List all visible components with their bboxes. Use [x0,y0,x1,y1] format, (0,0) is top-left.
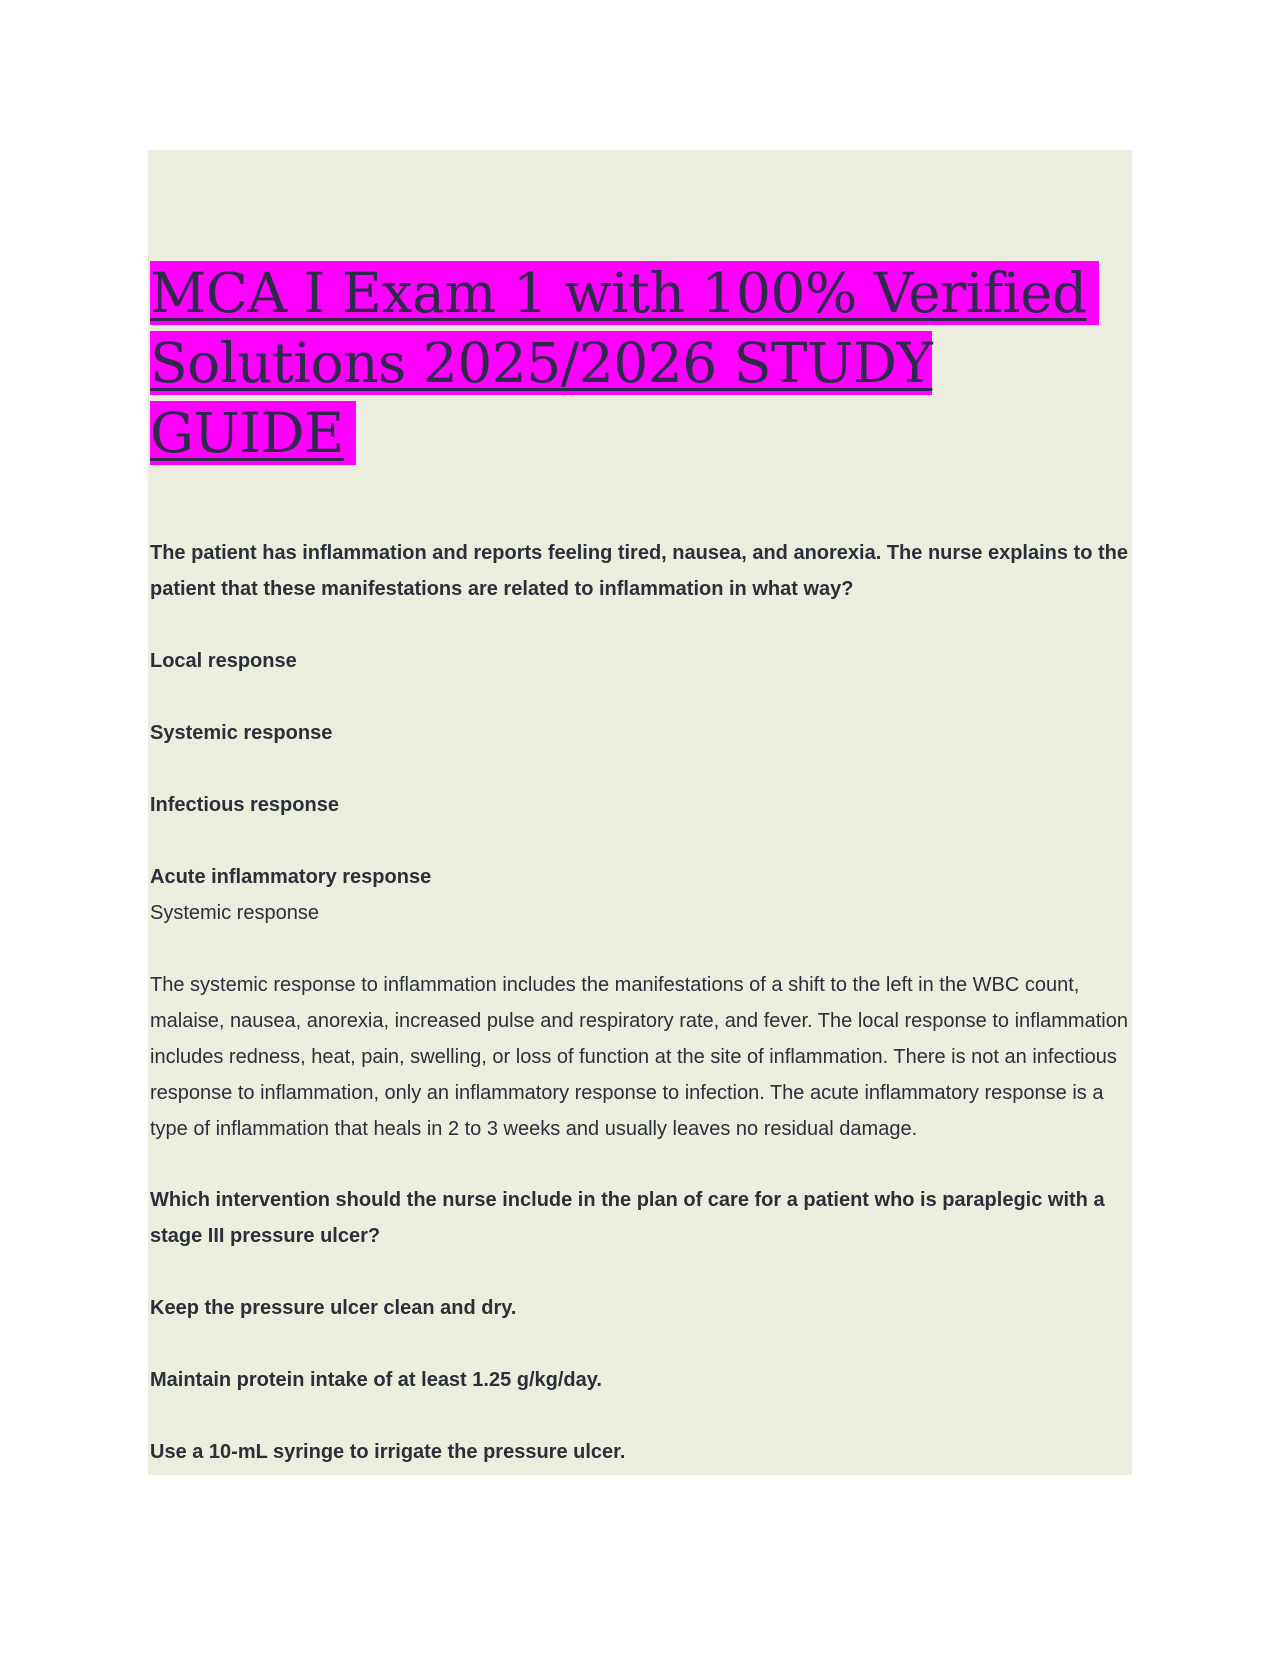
question-1-rationale: The systemic response to inflammation includes the manifestations of a shift to the left in the WBC count, malaise, nausea, anorexia, increased pulse and respiratory rate, and fever. The local response to inflammation includes redness, heat, pain, swelling, or loss of function at the site of inflammation. There is not an infectious response to inflammation, only an inflammatory response to infection. The acute inflammatory response is a type of inflammation that heals in 2 to 3 weeks and usually leaves no residual damage. [150,974,1128,1140]
question-1-option-3: Infectious response [150,794,339,816]
question-2-prompt: Which intervention should the nurse include in the plan of care for a patient who is paraplegic with a stage III pressure ulcer? [150,1189,1105,1247]
title-line-1: MCA I Exam 1 with 100% Verified [150,261,1099,325]
question-2-option-1: Keep the pressure ulcer clean and dry. [150,1297,517,1319]
question-1 [150,535,1130,1147]
question-2-option-2: Maintain protein intake of at least 1.25 g/kg/day. [150,1369,602,1391]
question-1-prompt: The patient has inflammation and reports feeling tired, nausea, and anorexia. The nurse explains to the patient that these manifestations are related to inflammation in what way? [150,542,1128,600]
question-1-answer: Systemic response [150,902,319,924]
document-title [150,258,1130,468]
question-2-option-3: Use a 10-mL syringe to irrigate the pressure ulcer. [150,1441,626,1463]
question-2 [150,1182,1130,1470]
title-line-2: Solutions 2025/2026 STUDY GUIDE [150,331,933,465]
question-1-option-2: Systemic response [150,722,333,744]
question-1-option-4: Acute inflammatory response [150,866,432,888]
question-1-option-1: Local response [150,650,297,672]
